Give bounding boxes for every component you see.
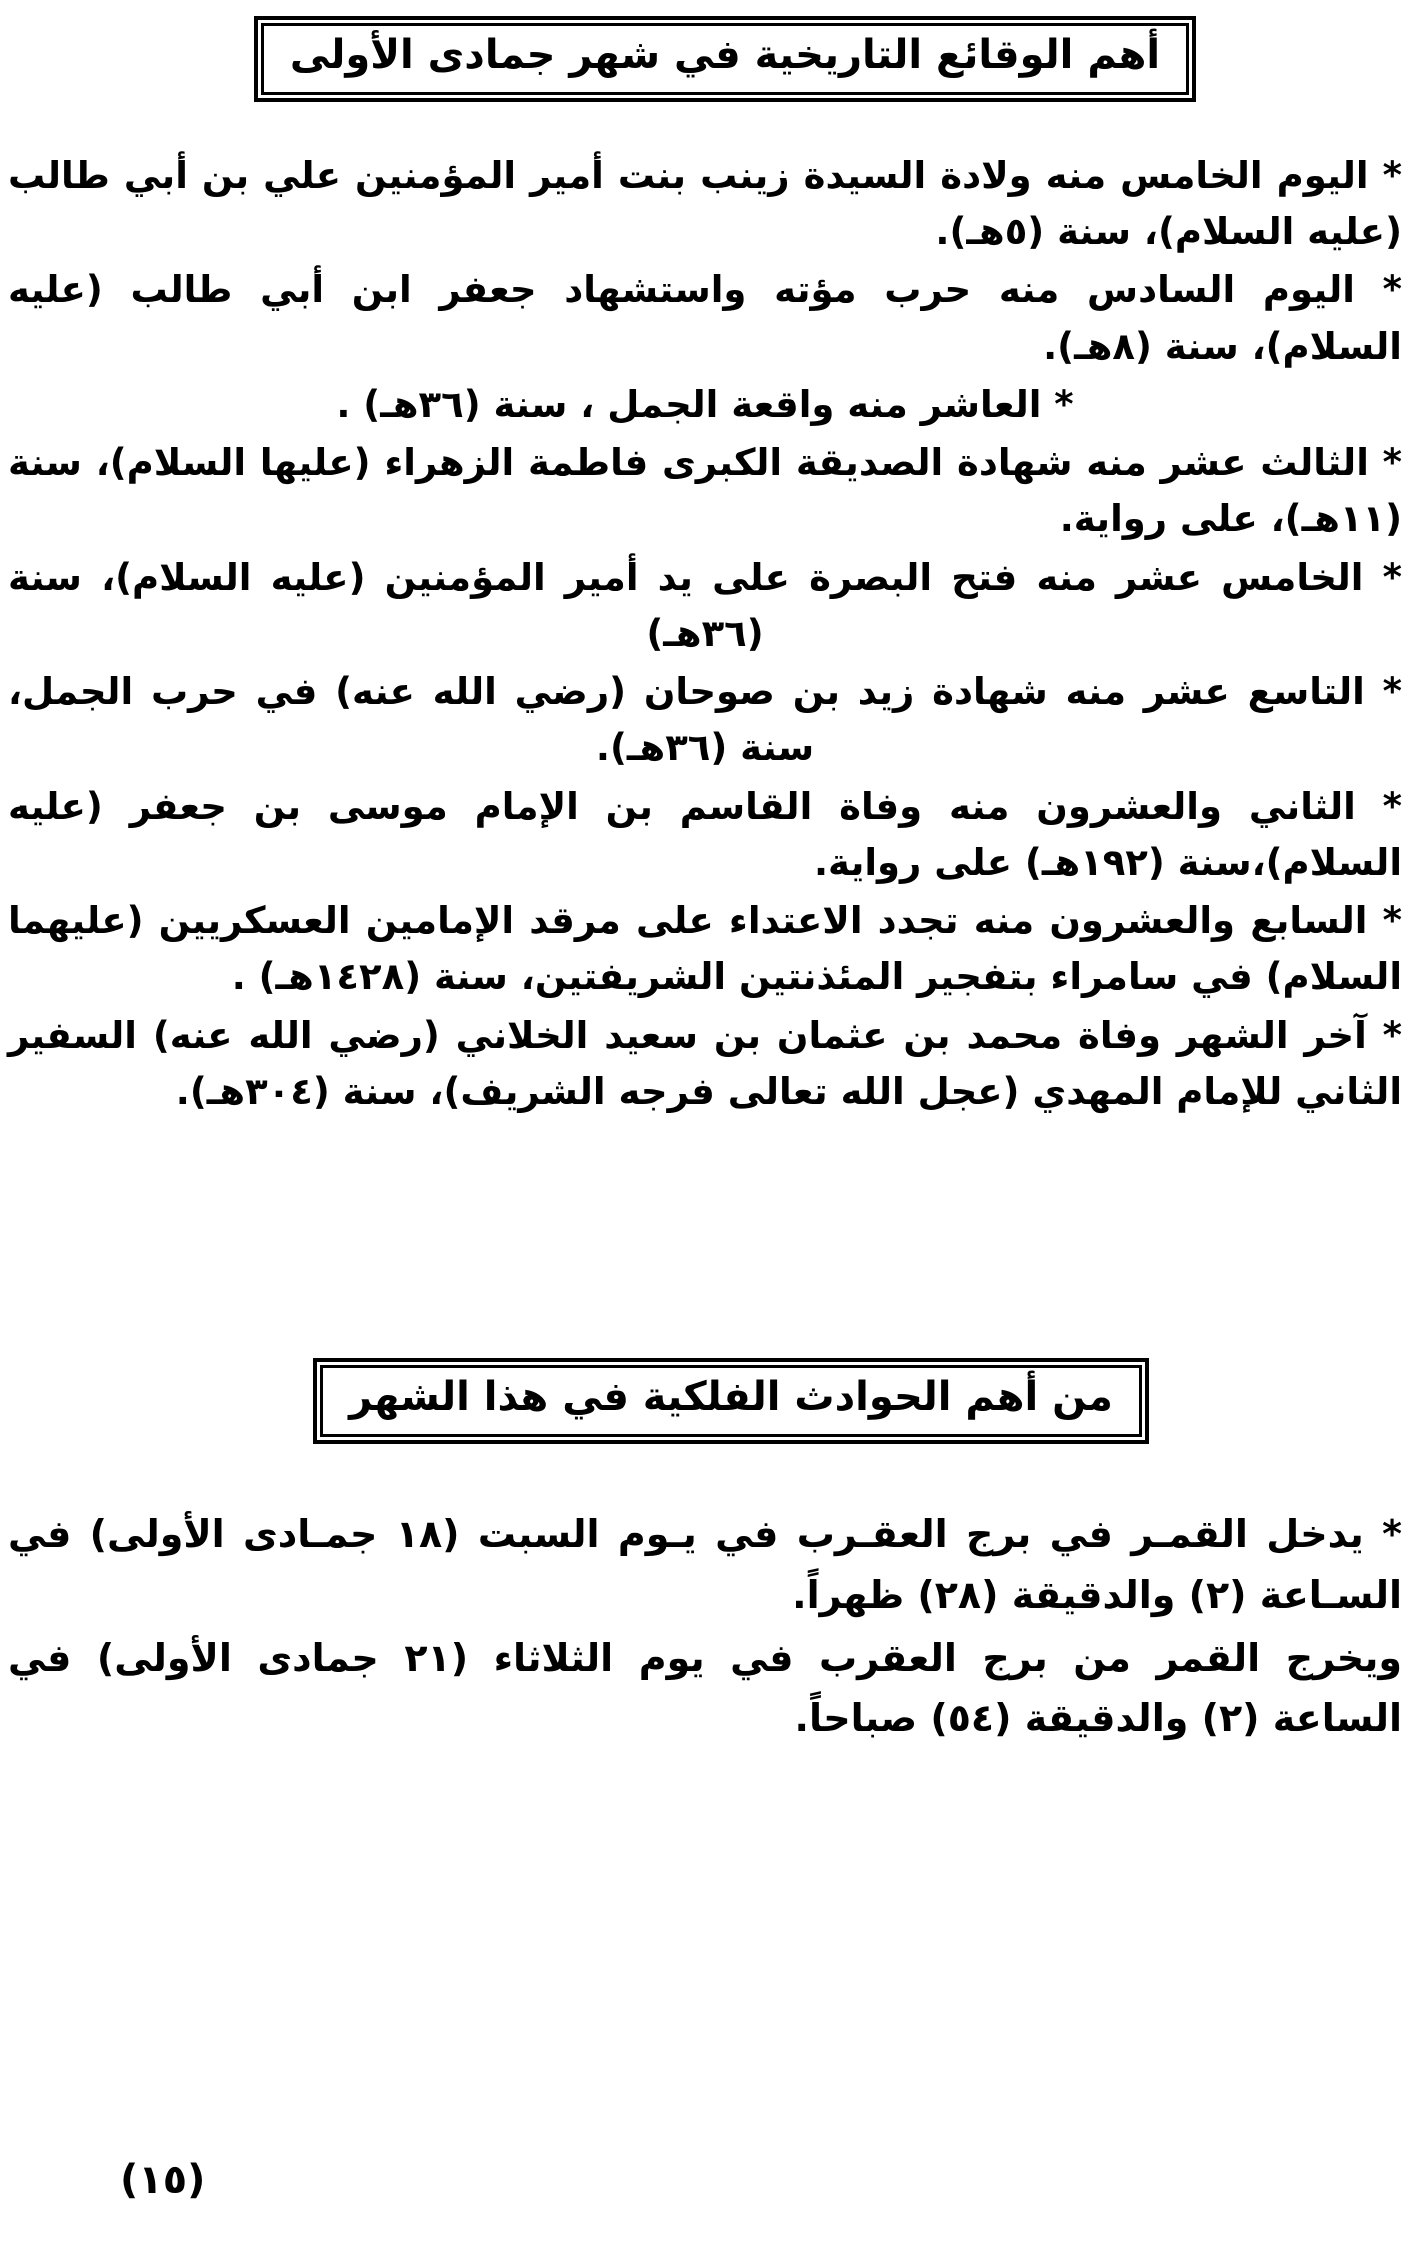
document-page — [0, 16, 1410, 2251]
historical-heading-inner-border — [261, 23, 1189, 95]
historical-section-title: أهم الوقائع التاريخية في شهر جمادى الأولى — [289, 32, 1161, 78]
astronomical-events-list — [8, 1504, 1402, 1749]
astronomical-section-title: من أهم الحوادث الفلكية في هذا الشهر — [349, 1373, 1113, 1420]
astronomical-heading-box — [313, 1358, 1149, 1444]
list-item: * الخامس عشر منه فتح البصرة على يد أمير المؤمنين (عليه السلام)، سنة (٣٦هـ) — [8, 555, 1402, 655]
astronomical-heading-container — [0, 1358, 1410, 1444]
list-item: * آخر الشهر وفاة محمد بن عثمان بن سعيد الخلاني (رضي الله عنه) السفير الثاني للإمام المهدي (عجل الله تعالى فرجه الشريف)، سنة (٣٠٤هـ). — [8, 1013, 1402, 1113]
list-item: * السابع والعشرون منه تجدد الاعتداء على مرقد الإمامين العسكريين (عليهما السلام) في سامراء بتفجير المئذنتين الشريفتين، سنة (١٤٢٨هـ) . — [8, 899, 1402, 999]
list-item: ويخرج القمر من برج العقرب في يوم الثلاثاء (٢١ جمادى الأولى) في الساعة (٢) والدقيقة (٥٤) صباحاً. — [8, 1635, 1403, 1741]
list-item: * التاسع عشر منه شهادة زيد بن صوحان (رضي الله عنه) في حرب الجمل، سنة (٣٦هـ). — [8, 670, 1402, 770]
list-item: * العاشر منه واقعة الجمل ، سنة (٣٦هـ) . — [336, 382, 1074, 426]
list-item: * الثالث عشر منه شهادة الصديقة الكبرى فاطمة الزهراء (عليها السلام)، سنة (١١هـ)، على رواية. — [8, 441, 1402, 541]
list-item: * اليوم السادس منه حرب مؤته واستشهاد جعفر ابن أبي طالب (عليه السلام)، سنة (٨هـ). — [8, 268, 1402, 368]
page-number: (١٥) — [120, 2157, 206, 2203]
list-item: * اليوم الخامس منه ولادة السيدة زينب بنت أمير المؤمنين علي بن أبي طالب (عليه السلام)، سنة (٥هـ). — [8, 154, 1402, 254]
historical-heading-box — [254, 16, 1196, 102]
section-spacer — [0, 1122, 1410, 1358]
astronomical-heading-inner-border — [320, 1365, 1142, 1437]
list-item: * الثاني والعشرون منه وفاة القاسم بن الإمام موسى بن جعفر (عليه السلام)،سنة (١٩٢هـ) على رواية. — [8, 784, 1402, 884]
historical-heading-container — [0, 16, 1410, 102]
list-item: * يدخل القمـر في برج العقـرب في يـوم السبت (١٨ جمـادى الأولى) في السـاعة (٢) والدقيقة (٢٨) ظهراً. — [8, 1511, 1402, 1617]
historical-events-list — [8, 148, 1402, 1120]
